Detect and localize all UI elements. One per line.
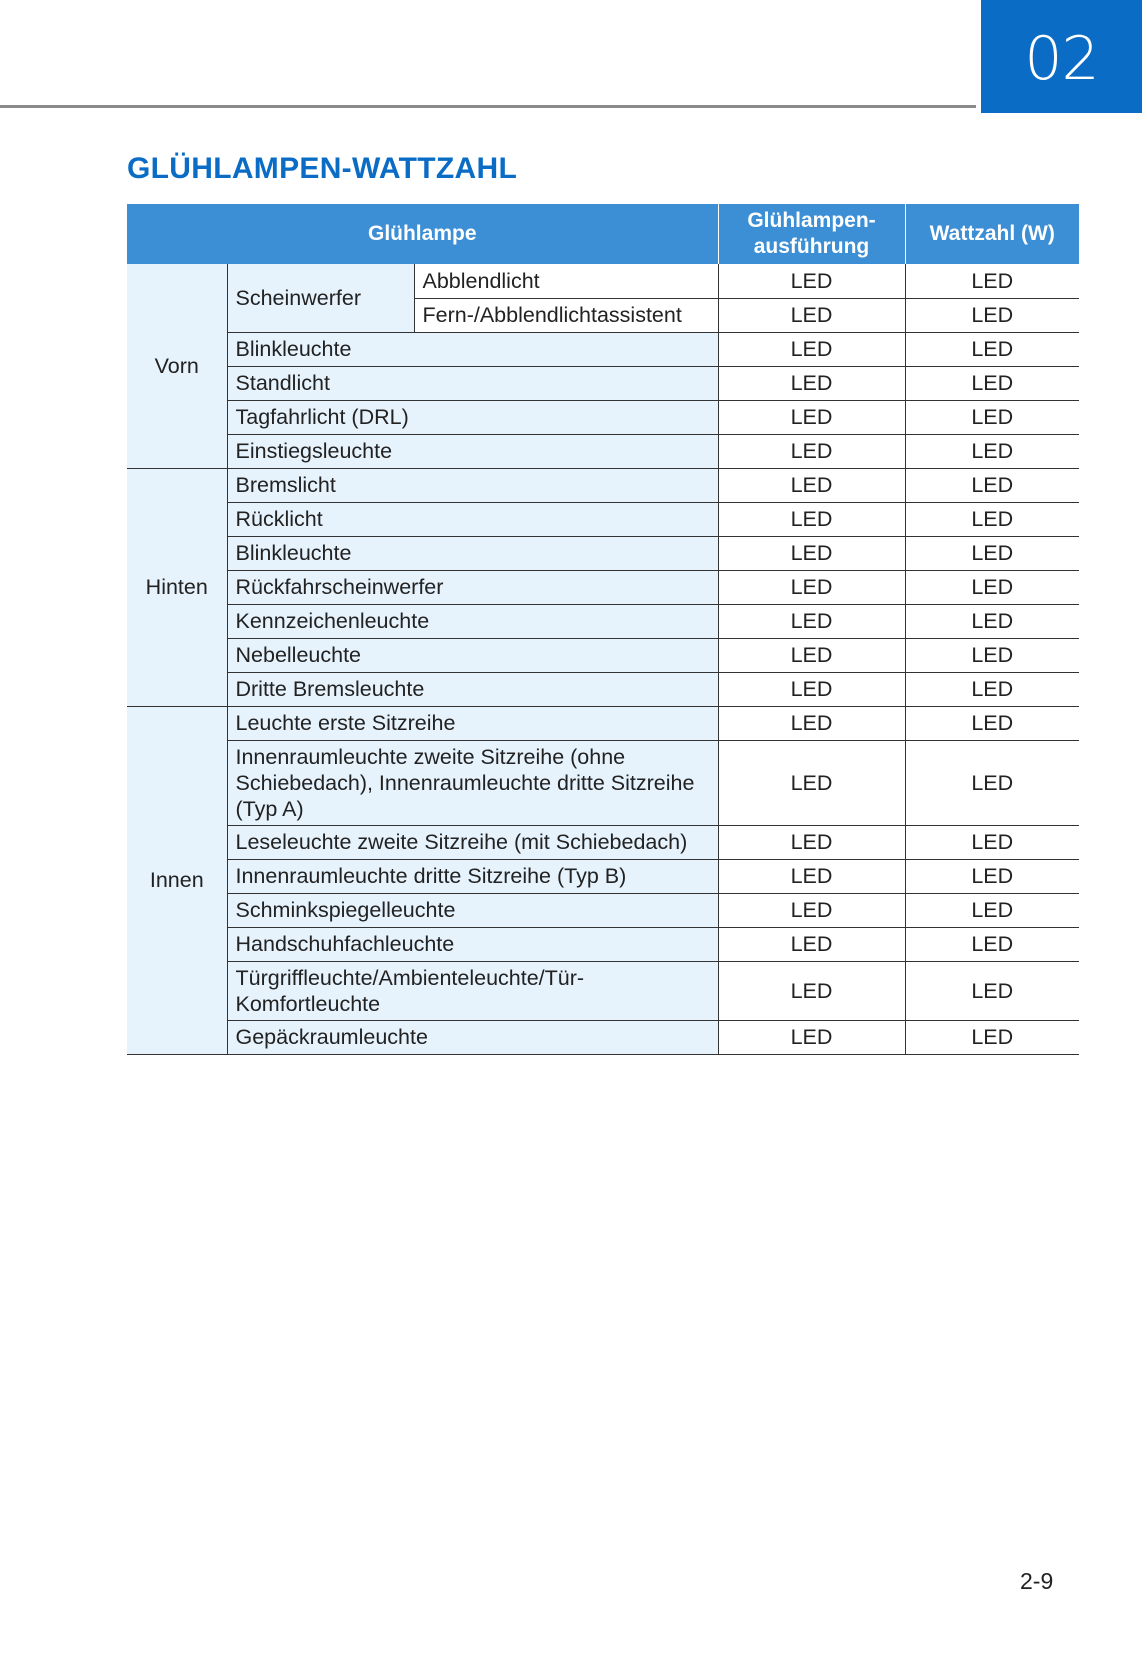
table-row	[127, 1020, 1079, 1054]
lamp-name: Standlicht	[227, 366, 718, 400]
lamp-type: LED	[718, 264, 905, 298]
group-front: Vorn	[127, 264, 227, 468]
table-row	[127, 706, 1079, 740]
lamp-name: Bremslicht	[227, 468, 718, 502]
header-type-line1: Glühlampen-	[747, 209, 876, 232]
table-row	[127, 927, 1079, 961]
lamp-type: LED	[718, 298, 905, 332]
table-row	[127, 893, 1079, 927]
table-row	[127, 961, 1079, 1020]
bulb-wattage-table	[127, 204, 1079, 1055]
lamp-watt: LED	[905, 468, 1079, 502]
lamp-type: LED	[718, 604, 905, 638]
header-type-line2: ausführung	[753, 235, 870, 258]
lamp-type: LED	[718, 825, 905, 859]
group-interior: Innen	[127, 706, 227, 1054]
lamp-type: LED	[718, 672, 905, 706]
table-header-row	[127, 204, 1079, 264]
lamp-watt: LED	[905, 706, 1079, 740]
lamp-watt: LED	[905, 604, 1079, 638]
lamp-watt: LED	[905, 502, 1079, 536]
lamp-name: Schminkspiegelleuchte	[227, 893, 718, 927]
page-title: GLÜHLAMPEN-WATTZAHL	[127, 152, 518, 185]
lamp-type: LED	[718, 638, 905, 672]
table-row	[127, 638, 1079, 672]
lamp-name: Einstiegsleuchte	[227, 434, 718, 468]
lamp-name: Leseleuchte zweite Sitzreihe (mit Schiebedach)	[227, 825, 718, 859]
lamp-watt: LED	[905, 434, 1079, 468]
lamp-type: LED	[718, 927, 905, 961]
lamp-watt: LED	[905, 825, 1079, 859]
lamp-name: Nebelleuchte	[227, 638, 718, 672]
table-row	[127, 740, 1079, 825]
headlamp-label: Scheinwerfer	[227, 264, 414, 332]
lamp-type: LED	[718, 893, 905, 927]
lamp-name: Innenraumleuchte dritte Sitzreihe (Typ B)	[227, 859, 718, 893]
table-row	[127, 468, 1079, 502]
lamp-type: LED	[718, 570, 905, 604]
header-type	[718, 204, 905, 264]
lamp-watt: LED	[905, 366, 1079, 400]
lamp-type: LED	[718, 536, 905, 570]
table-row	[127, 502, 1079, 536]
lamp-watt: LED	[905, 638, 1079, 672]
group-rear: Hinten	[127, 468, 227, 706]
header-watt: Wattzahl (W)	[905, 204, 1079, 264]
chapter-tab: 02	[981, 0, 1142, 113]
table-row	[127, 366, 1079, 400]
table-row	[127, 859, 1079, 893]
lamp-watt: LED	[905, 400, 1079, 434]
table-row	[127, 570, 1079, 604]
lamp-name: Rückfahrscheinwerfer	[227, 570, 718, 604]
lamp-watt: LED	[905, 332, 1079, 366]
lamp-type: LED	[718, 468, 905, 502]
lamp-name: Türgriffleuchte/Ambienteleuchte/Tür-Komfortleuchte	[227, 961, 718, 1020]
lamp-type: LED	[718, 502, 905, 536]
table-row	[127, 672, 1079, 706]
lamp-watt: LED	[905, 536, 1079, 570]
lamp-type: LED	[718, 332, 905, 366]
lamp-name: Tagfahrlicht (DRL)	[227, 400, 718, 434]
lamp-name: Kennzeichenleuchte	[227, 604, 718, 638]
header-rule	[0, 105, 976, 108]
lamp-watt: LED	[905, 298, 1079, 332]
lamp-type: LED	[718, 1020, 905, 1054]
lamp-watt: LED	[905, 570, 1079, 604]
lamp-watt: LED	[905, 264, 1079, 298]
lamp-name: Handschuhfachleuchte	[227, 927, 718, 961]
lamp-name: Blinkleuchte	[227, 536, 718, 570]
lamp-type: LED	[718, 740, 905, 825]
lamp-name: Rücklicht	[227, 502, 718, 536]
lamp-watt: LED	[905, 1020, 1079, 1054]
lamp-watt: LED	[905, 740, 1079, 825]
lamp-name: Leuchte erste Sitzreihe	[227, 706, 718, 740]
lamp-type: LED	[718, 366, 905, 400]
table-row	[127, 400, 1079, 434]
table-row	[127, 825, 1079, 859]
table-row	[127, 434, 1079, 468]
lamp-watt: LED	[905, 961, 1079, 1020]
lamp-type: LED	[718, 961, 905, 1020]
lamp-watt: LED	[905, 893, 1079, 927]
table-row	[127, 536, 1079, 570]
lamp-type: LED	[718, 434, 905, 468]
lamp-watt: LED	[905, 859, 1079, 893]
lamp-name: Blinkleuchte	[227, 332, 718, 366]
lamp-name: Fern-/Abblendlichtassistent	[414, 298, 718, 332]
table-row	[127, 604, 1079, 638]
lamp-type: LED	[718, 706, 905, 740]
table-row	[127, 264, 1079, 298]
table-row	[127, 332, 1079, 366]
header-lamp: Glühlampe	[127, 204, 718, 264]
lamp-name: Gepäckraumleuchte	[227, 1020, 718, 1054]
lamp-type: LED	[718, 400, 905, 434]
lamp-name: Innenraumleuchte zweite Sitzreihe (ohne Schiebedach), Innenraumleuchte dritte Sitzreihe (Typ A)	[227, 740, 718, 825]
lamp-name: Dritte Bremsleuchte	[227, 672, 718, 706]
lamp-type: LED	[718, 859, 905, 893]
lamp-name: Abblendlicht	[414, 264, 718, 298]
lamp-watt: LED	[905, 672, 1079, 706]
lamp-watt: LED	[905, 927, 1079, 961]
page-number: 2-9	[1020, 1568, 1054, 1594]
